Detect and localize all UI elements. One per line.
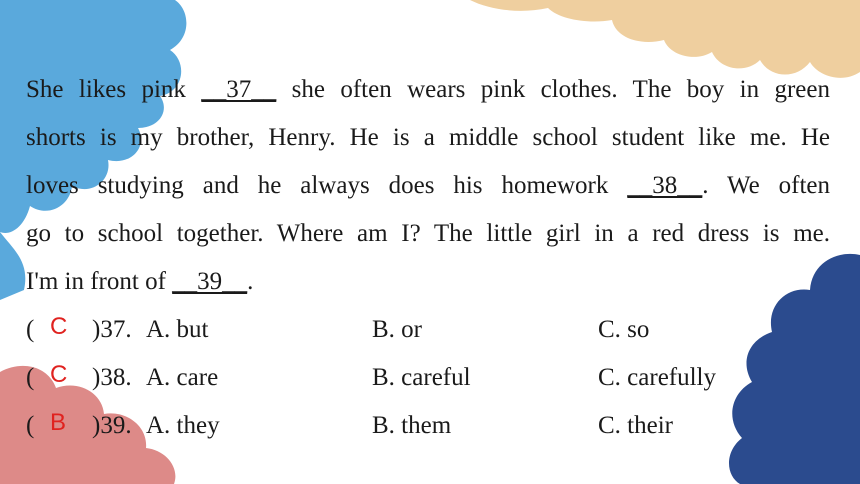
passage-line: loves studying and he always does his homework __38__. We often — [26, 172, 830, 199]
passage-line: I'm in front of __39__. — [26, 268, 254, 295]
question-37: ( C )37. A. but B. or C. so — [26, 306, 846, 354]
passage — [26, 66, 830, 306]
option-a: A. they — [146, 412, 220, 439]
question-38: ( C )38. A. care B. careful C. carefully — [26, 354, 846, 402]
question-39: ( B )39. A. they B. them C. their — [26, 402, 846, 450]
blank-39: __39__ — [172, 268, 248, 295]
answer-mark: C — [50, 313, 68, 340]
option-c: C. their — [598, 412, 673, 439]
option-b: B. careful — [372, 364, 471, 391]
option-a: A. care — [146, 364, 219, 391]
blank-37: __37__ — [201, 76, 277, 103]
passage-line: go to school together. Where am I? The little girl in a red dress is me. — [26, 220, 830, 247]
option-c: C. so — [598, 316, 650, 343]
question-number: )37. — [92, 316, 132, 343]
blank-38: __38__ — [627, 172, 703, 199]
passage-line: shorts is my brother, Henry. He is a middle school student like me. He — [26, 124, 830, 151]
answer-mark: C — [50, 361, 68, 388]
answer-mark: B — [50, 409, 67, 436]
option-b: B. or — [372, 316, 422, 343]
question-number: )38. — [92, 364, 132, 391]
option-b: B. them — [372, 412, 452, 439]
option-c: C. carefully — [598, 364, 717, 391]
passage-line: She likes pink __37__ she often wears pink clothes. The boy in green — [26, 76, 830, 103]
option-a: A. but — [146, 316, 209, 343]
question-number: )39. — [92, 412, 132, 439]
